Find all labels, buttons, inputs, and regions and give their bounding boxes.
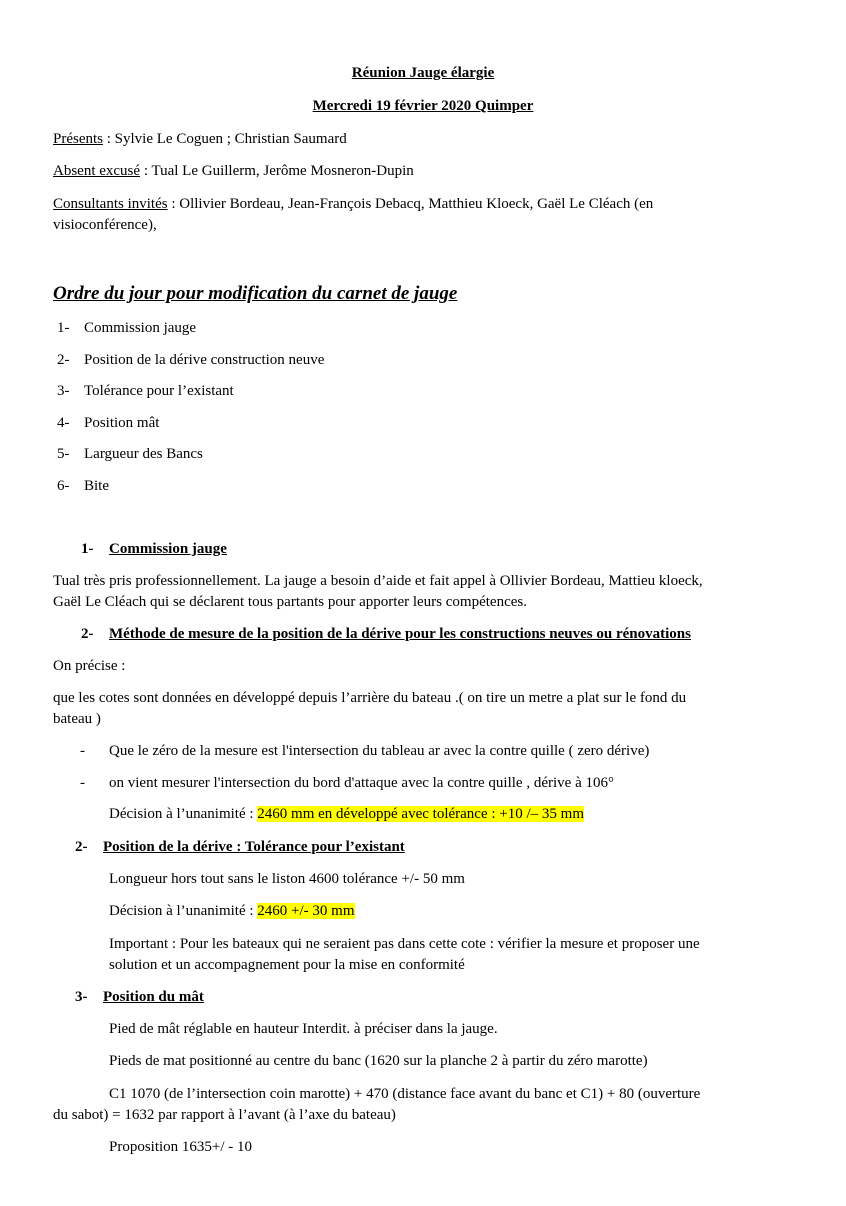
section-1-para-line-2: Gaël Le Cléach qui se déclarent tous partants pour apporter leurs compétences. (53, 594, 527, 610)
meeting-title: Réunion Jauge élargie (351, 65, 495, 81)
important-line-1: Important : Pour les bateaux qui ne seraient pas dans cette cote : vérifier la mesure et proposer une (109, 936, 700, 952)
section-2-number: 2- (81, 626, 94, 642)
section-2-para-line-2: bateau ) (53, 711, 101, 727)
section-2-decision: Décision à l’unanimité : 2460 mm en développé avec tolérance : +10 /– 35 mm (109, 806, 584, 822)
important-line-2: solution et un accompagnement pour la mise en conformité (109, 957, 465, 973)
absent-line (53, 161, 414, 181)
consultants-label: Consultants invités (53, 196, 168, 212)
agenda-item-text: Largueur des Bancs (84, 446, 203, 462)
section-3-heading: Position de la dérive : Tolérance pour l’existant (103, 839, 405, 855)
meeting-date: Mercredi 19 février 2020 Quimper (312, 98, 534, 114)
absent-names: : Tual Le Guillerm, Jerôme Mosneron-Dupin (140, 163, 414, 179)
agenda-item: 6- (57, 478, 70, 494)
section-4-number: 3- (75, 989, 88, 1005)
decision-highlight: 2460 mm en développé avec tolérance : +10 /– 35 mm (257, 806, 584, 822)
bullet-item-2: on vient mesurer l'intersection du bord d'attaque avec la contre quille , dérive à 106° (109, 775, 614, 791)
calc-line-2: du sabot) = 1632 par rapport à l’avant (à l’axe du bateau) (53, 1107, 396, 1123)
agenda-item: 3- (57, 383, 70, 399)
bullet-dash: - (80, 775, 85, 791)
section-1-number: 1- (81, 541, 94, 557)
agenda-item-text: Bite (84, 478, 109, 494)
section-2-para-line-1: que les cotes sont données en développé depuis l’arrière du bateau .( on tire un metre a plat sur le fond du (53, 690, 687, 706)
agenda-item-text: Tolérance pour l’existant (84, 383, 234, 399)
consultants-line (53, 194, 653, 214)
section-1-para-line-1: Tual très pris professionnellement. La jauge a besoin d’aide et fait appel à Ollivier Bordeau, Mattieu kloeck, (53, 573, 703, 589)
section-2-heading: Méthode de mesure de la position de la dérive pour les constructions neuves ou rénovations (109, 626, 691, 642)
decision-highlight: 2460 +/- 30 mm (257, 903, 355, 919)
length-tolerance: Longueur hors tout sans le liston 4600 tolérance +/- 50 mm (109, 871, 465, 887)
bullet-dash: - (80, 743, 85, 759)
consultants-names: : Ollivier Bordeau, Jean-François Debacq, Matthieu Kloeck, Gaël Le Cléach (en (167, 196, 654, 212)
bullet-item-1: Que le zéro de la mesure est l'intersection du tableau ar avec la contre quille ( zero dérive) (109, 743, 650, 759)
section-3-decision: Décision à l’unanimité : 2460 +/- 30 mm (109, 903, 355, 919)
present-label: Présents (53, 131, 103, 147)
calc-line-1: C1 1070 (de l’intersection coin marotte) + 470 (distance face avant du banc et C1) + 80 (ouverture (109, 1086, 701, 1102)
agenda-item: 1- (57, 320, 70, 336)
agenda-title: Ordre du jour pour modification du carnet de jauge (53, 283, 458, 304)
proposition: Proposition 1635+/ - 10 (109, 1139, 253, 1155)
absent-label: Absent excusé (53, 163, 141, 179)
agenda-item: 5- (57, 446, 70, 462)
mast-foot-adjust: Pied de mât réglable en hauteur Interdit. à préciser dans la jauge. (109, 1021, 498, 1037)
present-line (53, 129, 347, 149)
mast-foot-position: Pieds de mat positionné au centre du banc (1620 sur la planche 2 à partir du zéro marotte) (109, 1053, 648, 1069)
present-names: : Sylvie Le Coguen ; Christian Saumard (103, 131, 347, 147)
agenda-item-text: Position de la dérive construction neuve (84, 352, 325, 368)
agenda-item: 2- (57, 352, 70, 368)
section-3-number: 2- (75, 839, 88, 855)
on-precise: On précise : (53, 658, 126, 674)
consultants-line-2: visioconférence), (53, 217, 157, 233)
section-4-heading: Position du mât (103, 989, 204, 1005)
section-1-heading: Commission jauge (109, 541, 227, 557)
agenda-item-text: Position mât (84, 415, 160, 431)
agenda-item: 4- (57, 415, 70, 431)
agenda-item-text: Commission jauge (84, 320, 197, 336)
